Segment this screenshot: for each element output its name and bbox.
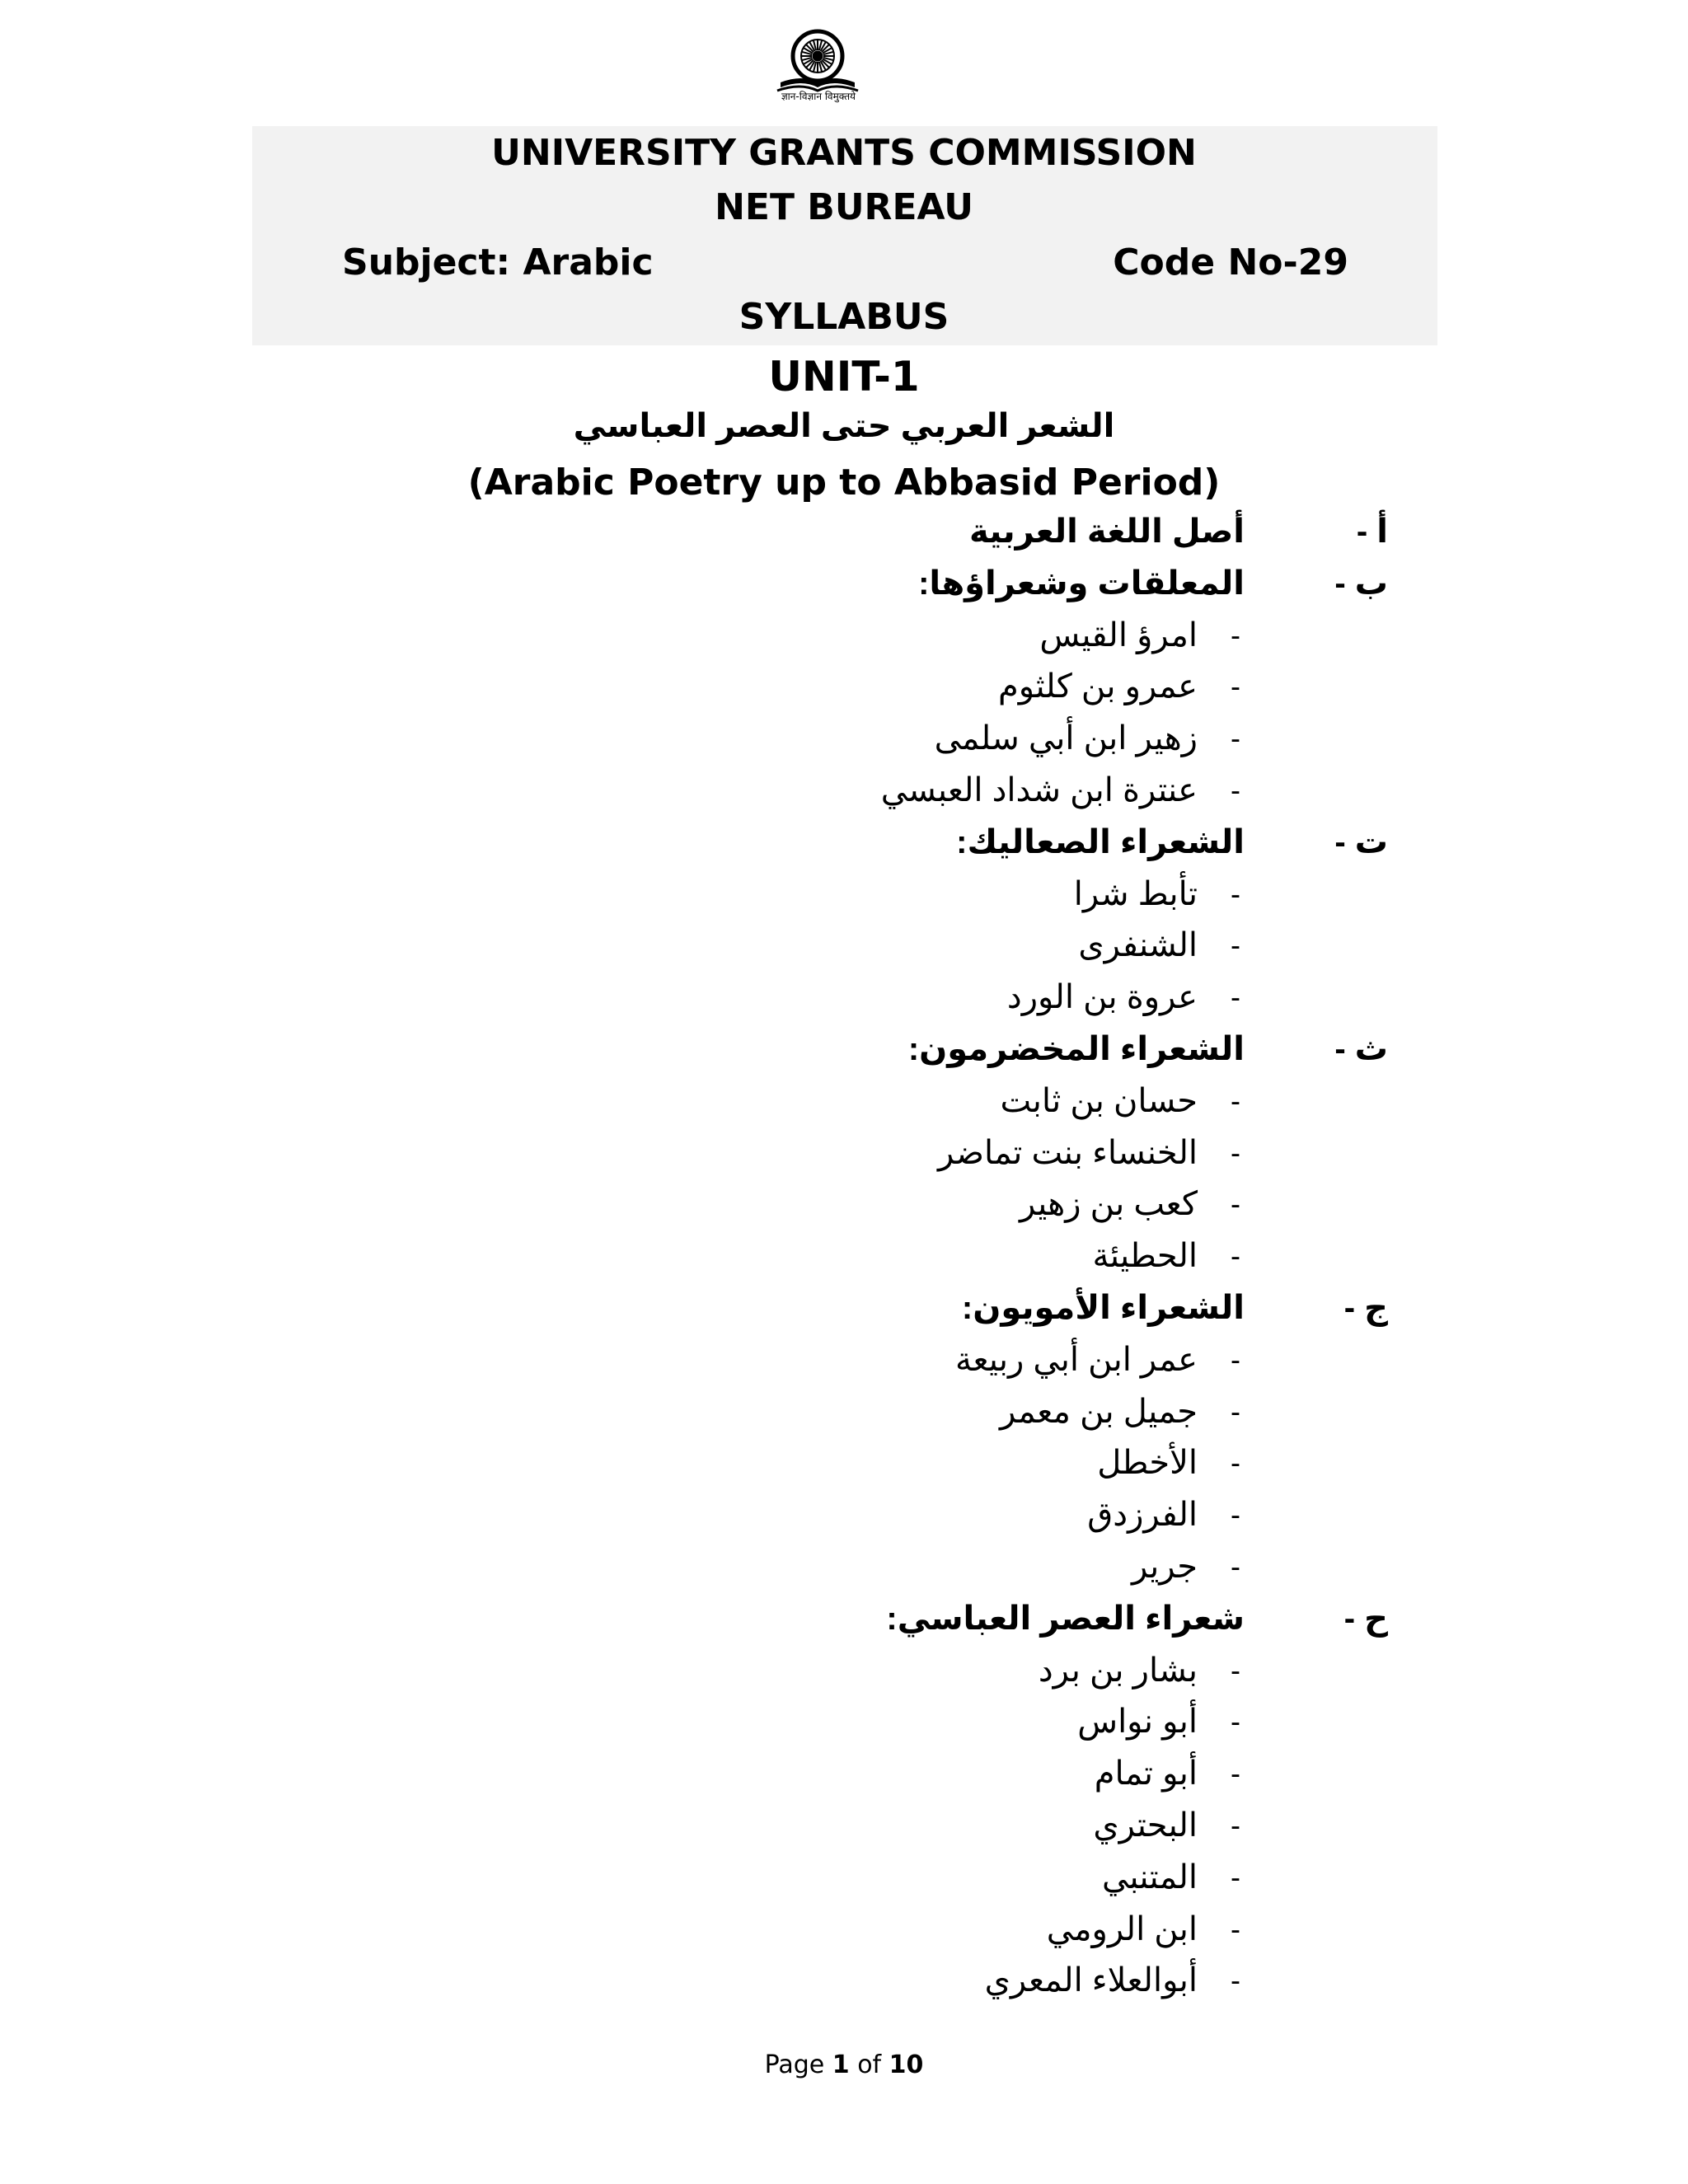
poet-list-item: عمر ابن أبي ربيعة — [955, 1341, 1198, 1378]
list-bullet: - — [1231, 1704, 1240, 1739]
list-bullet: - — [1231, 1963, 1240, 1998]
poet-list-item: عروة بن الورد — [1006, 979, 1198, 1016]
poet-list-item: الخنساء بنت تماضر — [937, 1134, 1198, 1171]
unit-title: UNIT-1 — [768, 353, 920, 401]
list-bullet: - — [1231, 876, 1240, 911]
section-letter: ت - — [1334, 823, 1388, 860]
poet-list-item: أبو تمام — [1094, 1755, 1198, 1793]
section-letter: ح - — [1343, 1600, 1388, 1637]
list-bullet: - — [1231, 1446, 1240, 1480]
section-title: شعراء العصر العباسي: — [886, 1600, 1245, 1637]
of-label: of — [857, 2050, 882, 2079]
list-bullet: - — [1231, 928, 1240, 963]
unit-english-title: (Arabic Poetry up to Abbasid Period) — [467, 462, 1221, 504]
section-letter: أ - — [1356, 513, 1388, 550]
poet-list-item: تأبط شرا — [1073, 875, 1198, 912]
page-footer — [0, 2050, 1688, 2079]
list-bullet: - — [1231, 1342, 1240, 1376]
syllabus-heading: SYLLABUS — [738, 296, 950, 338]
section-title: الشعراء المخضرمون: — [907, 1031, 1245, 1067]
list-bullet: - — [1231, 1083, 1240, 1118]
list-bullet: - — [1231, 1135, 1240, 1169]
total-pages: 10 — [889, 2050, 924, 2079]
poet-list-item: أبو نواس — [1077, 1704, 1198, 1741]
section-title: المعلقات وشعراؤها: — [918, 565, 1245, 602]
poet-list-item: زهير ابن أبي سلمى — [934, 720, 1198, 757]
section-letter: ث - — [1334, 1031, 1388, 1067]
list-bullet: - — [1231, 1652, 1240, 1687]
list-bullet: - — [1231, 721, 1240, 756]
list-bullet: - — [1231, 1911, 1240, 1946]
poet-list-item: جرير — [1132, 1549, 1198, 1585]
poet-list-item: بشار بن برد — [1038, 1652, 1198, 1689]
list-bullet: - — [1231, 1394, 1240, 1428]
organization-title: UNIVERSITY GRANTS COMMISSION — [491, 132, 1197, 174]
poet-list-item: كعب بن زهير — [1020, 1186, 1198, 1223]
section-title: أصل اللغة العربية — [969, 513, 1245, 550]
poet-list-item: الحطيئة — [1092, 1238, 1198, 1275]
poet-list-item: الفرزدق — [1087, 1497, 1198, 1534]
poet-list-item: أبوالعلاء المعري — [984, 1962, 1198, 1999]
subject-label: Subject: Arabic — [342, 241, 654, 284]
current-page: 1 — [832, 2050, 850, 2079]
list-bullet: - — [1231, 669, 1240, 704]
bureau-title: NET BUREAU — [715, 186, 973, 228]
poet-list-item: الشنفرى — [1078, 927, 1198, 964]
poet-list-item: عنترة ابن شداد العبسي — [880, 772, 1198, 808]
list-bullet: - — [1231, 1859, 1240, 1894]
page-label: Page — [764, 2050, 825, 2079]
poet-list-item: حسان بن ثابت — [1000, 1082, 1198, 1119]
list-bullet: - — [1231, 1239, 1240, 1273]
poet-list-item: ابن الرومي — [1046, 1910, 1198, 1947]
list-bullet: - — [1231, 1187, 1240, 1221]
poet-list-item: الأخطل — [1097, 1445, 1198, 1482]
list-bullet: - — [1231, 1808, 1240, 1842]
poet-list-item: البحتري — [1093, 1807, 1198, 1844]
poet-list-item: المتنبي — [1102, 1858, 1198, 1896]
list-bullet: - — [1231, 980, 1240, 1015]
unit-arabic-title: الشعر العربي حتى العصر العباسي — [573, 408, 1115, 444]
poet-list-item: جميل بن معمر — [1000, 1393, 1198, 1430]
section-letter: ب - — [1334, 565, 1388, 602]
list-bullet: - — [1231, 773, 1240, 807]
poet-list-item: عمرو بن كلثوم — [998, 668, 1198, 705]
code-label: Code No-29 — [1113, 241, 1348, 284]
logo-motto: ज्ञान-विज्ञान विमुक्तये — [781, 91, 856, 102]
list-bullet: - — [1231, 1756, 1240, 1791]
section-title: الشعراء الصعاليك: — [956, 823, 1245, 860]
list-bullet: - — [1231, 617, 1240, 652]
list-bullet: - — [1231, 1549, 1240, 1583]
list-bullet: - — [1231, 1497, 1240, 1532]
section-title: الشعراء الأمويون: — [961, 1290, 1245, 1326]
poet-list-item: امرؤ القيس — [1039, 616, 1198, 654]
section-letter: ج - — [1343, 1290, 1388, 1326]
